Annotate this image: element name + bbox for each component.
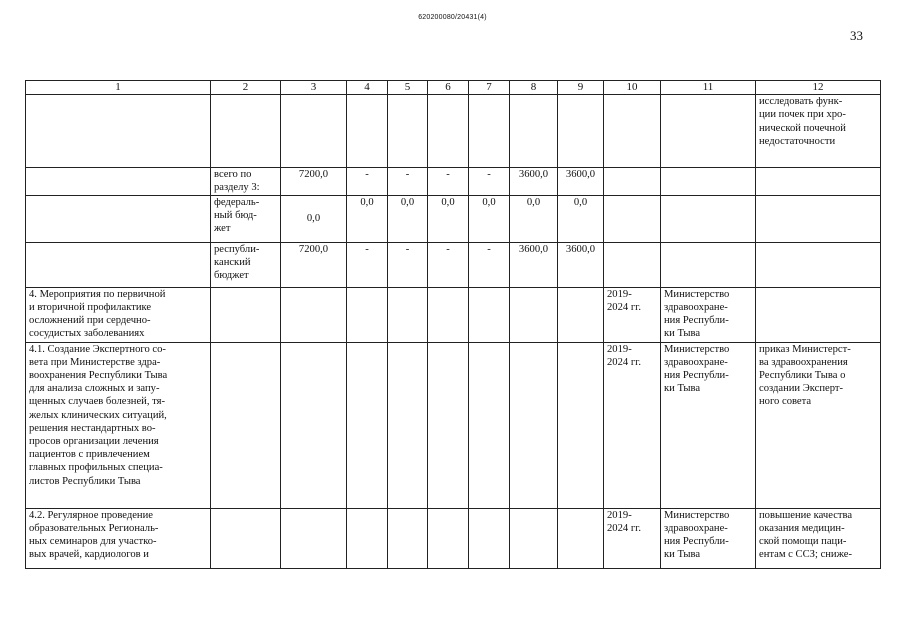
table-cell <box>510 342 558 508</box>
table-cell: - <box>347 168 388 195</box>
table-cell: Министерство здравоохране- ния Республи- ки Тыва <box>661 342 756 508</box>
table-cell: 0,0 <box>558 195 604 242</box>
table-row <box>26 342 881 508</box>
table-cell <box>388 508 428 568</box>
table-cell <box>428 95 469 168</box>
table-cell: - <box>388 242 428 287</box>
table-cell <box>347 342 388 508</box>
table-cell: - <box>388 168 428 195</box>
table-cell <box>211 342 281 508</box>
document-id-stamp: 620200080/20431(4) <box>418 14 487 21</box>
table-cell: 3600,0 <box>510 242 558 287</box>
table-cell: 3600,0 <box>558 168 604 195</box>
table-cell <box>661 195 756 242</box>
table-cell <box>469 508 510 568</box>
table-row <box>26 242 881 287</box>
table-cell: всего по разделу 3: <box>211 168 281 195</box>
table-header-row <box>26 81 881 95</box>
table-cell: республи- канский бюджет <box>211 242 281 287</box>
table-cell <box>26 242 211 287</box>
table-cell <box>661 95 756 168</box>
table-cell <box>347 95 388 168</box>
column-header: 5 <box>388 81 428 95</box>
table-cell: 2019- 2024 гг. <box>604 342 661 508</box>
table-cell <box>510 287 558 342</box>
table-cell: 7200,0 <box>281 242 347 287</box>
table-cell <box>469 287 510 342</box>
column-header: 2 <box>211 81 281 95</box>
table-cell: 0,0 <box>388 195 428 242</box>
table-cell <box>281 95 347 168</box>
table-cell <box>347 508 388 568</box>
column-header: 9 <box>558 81 604 95</box>
table-cell: федераль- ный бюд- жет <box>211 195 281 242</box>
table-cell <box>510 95 558 168</box>
table-cell <box>428 342 469 508</box>
table-cell: исследовать функ- ции почек при хро- нической почечной недостаточности <box>756 95 881 168</box>
table-cell: 2019- 2024 гг. <box>604 508 661 568</box>
table-cell <box>558 287 604 342</box>
table-row <box>26 287 881 342</box>
table-cell: 4.2. Регулярное проведение образовательных Региональ- ных семинаров для участко- вых врачей, кардиологов и <box>26 508 211 568</box>
table-cell <box>756 168 881 195</box>
table-cell <box>661 168 756 195</box>
column-header: 4 <box>347 81 388 95</box>
table-cell <box>388 95 428 168</box>
table-cell: 2019- 2024 гг. <box>604 287 661 342</box>
table-cell <box>604 242 661 287</box>
table-cell <box>558 95 604 168</box>
table-cell: Министерство здравоохране- ния Республи- ки Тыва <box>661 287 756 342</box>
table-cell: 4. Мероприятия по первичной и вторичной профилактике осложнений при сердечно- сосудистых заболеваниях <box>26 287 211 342</box>
table-cell: - <box>347 242 388 287</box>
table-cell: 0,0 <box>281 195 347 242</box>
page-number: 33 <box>850 28 863 43</box>
table-cell <box>281 342 347 508</box>
table-cell <box>26 168 211 195</box>
table-cell <box>469 342 510 508</box>
table-cell <box>281 287 347 342</box>
table-cell: - <box>469 168 510 195</box>
table-cell: - <box>469 242 510 287</box>
table-row <box>26 168 881 195</box>
table-cell: - <box>428 168 469 195</box>
table-cell <box>26 195 211 242</box>
budget-activities-table <box>25 80 881 569</box>
table-cell: 0,0 <box>347 195 388 242</box>
table-cell: Министерство здравоохране- ния Республи- ки Тыва <box>661 508 756 568</box>
column-header: 11 <box>661 81 756 95</box>
table-cell <box>661 242 756 287</box>
table-cell: 0,0 <box>428 195 469 242</box>
table-cell: 7200,0 <box>281 168 347 195</box>
table-row <box>26 195 881 242</box>
table-cell <box>756 195 881 242</box>
table-cell <box>211 508 281 568</box>
table-cell <box>756 287 881 342</box>
table-cell <box>558 342 604 508</box>
table-cell: 3600,0 <box>558 242 604 287</box>
table-cell: 3600,0 <box>510 168 558 195</box>
column-header: 8 <box>510 81 558 95</box>
table-cell <box>347 287 388 342</box>
table-cell <box>211 95 281 168</box>
table-cell: - <box>428 242 469 287</box>
table-cell <box>604 95 661 168</box>
table-cell: повышение качества оказания медицин- ской помощи паци- ентам с ССЗ; сниже- <box>756 508 881 568</box>
table-cell <box>428 287 469 342</box>
table-cell <box>510 508 558 568</box>
table-cell <box>604 195 661 242</box>
column-header: 10 <box>604 81 661 95</box>
table-row <box>26 508 881 568</box>
table-cell <box>756 242 881 287</box>
table-cell: 0,0 <box>510 195 558 242</box>
table-cell <box>558 508 604 568</box>
table-cell <box>388 342 428 508</box>
table-cell <box>388 287 428 342</box>
table-cell <box>211 287 281 342</box>
column-header: 7 <box>469 81 510 95</box>
table-row <box>26 95 881 168</box>
column-header: 12 <box>756 81 881 95</box>
column-header: 1 <box>26 81 211 95</box>
table-cell <box>26 95 211 168</box>
table-cell <box>428 508 469 568</box>
table-cell <box>604 168 661 195</box>
column-header: 6 <box>428 81 469 95</box>
column-header: 3 <box>281 81 347 95</box>
table-cell <box>469 95 510 168</box>
table-cell <box>281 508 347 568</box>
table-cell: приказ Министерст- ва здравоохранения Республики Тыва о создании Эксперт- ного совета <box>756 342 881 508</box>
table-cell: 4.1. Создание Экспертного со- вета при Министерстве здра- воохранения Республики Тыва для анализа сложных и запу- щенных случаев болезней, тя- желых клинических ситуаций, решения нестандартных во- просов организации лечения пациентов с привлечением главных профильных специа- листов Республики Тыва <box>26 342 211 508</box>
table-cell: 0,0 <box>469 195 510 242</box>
